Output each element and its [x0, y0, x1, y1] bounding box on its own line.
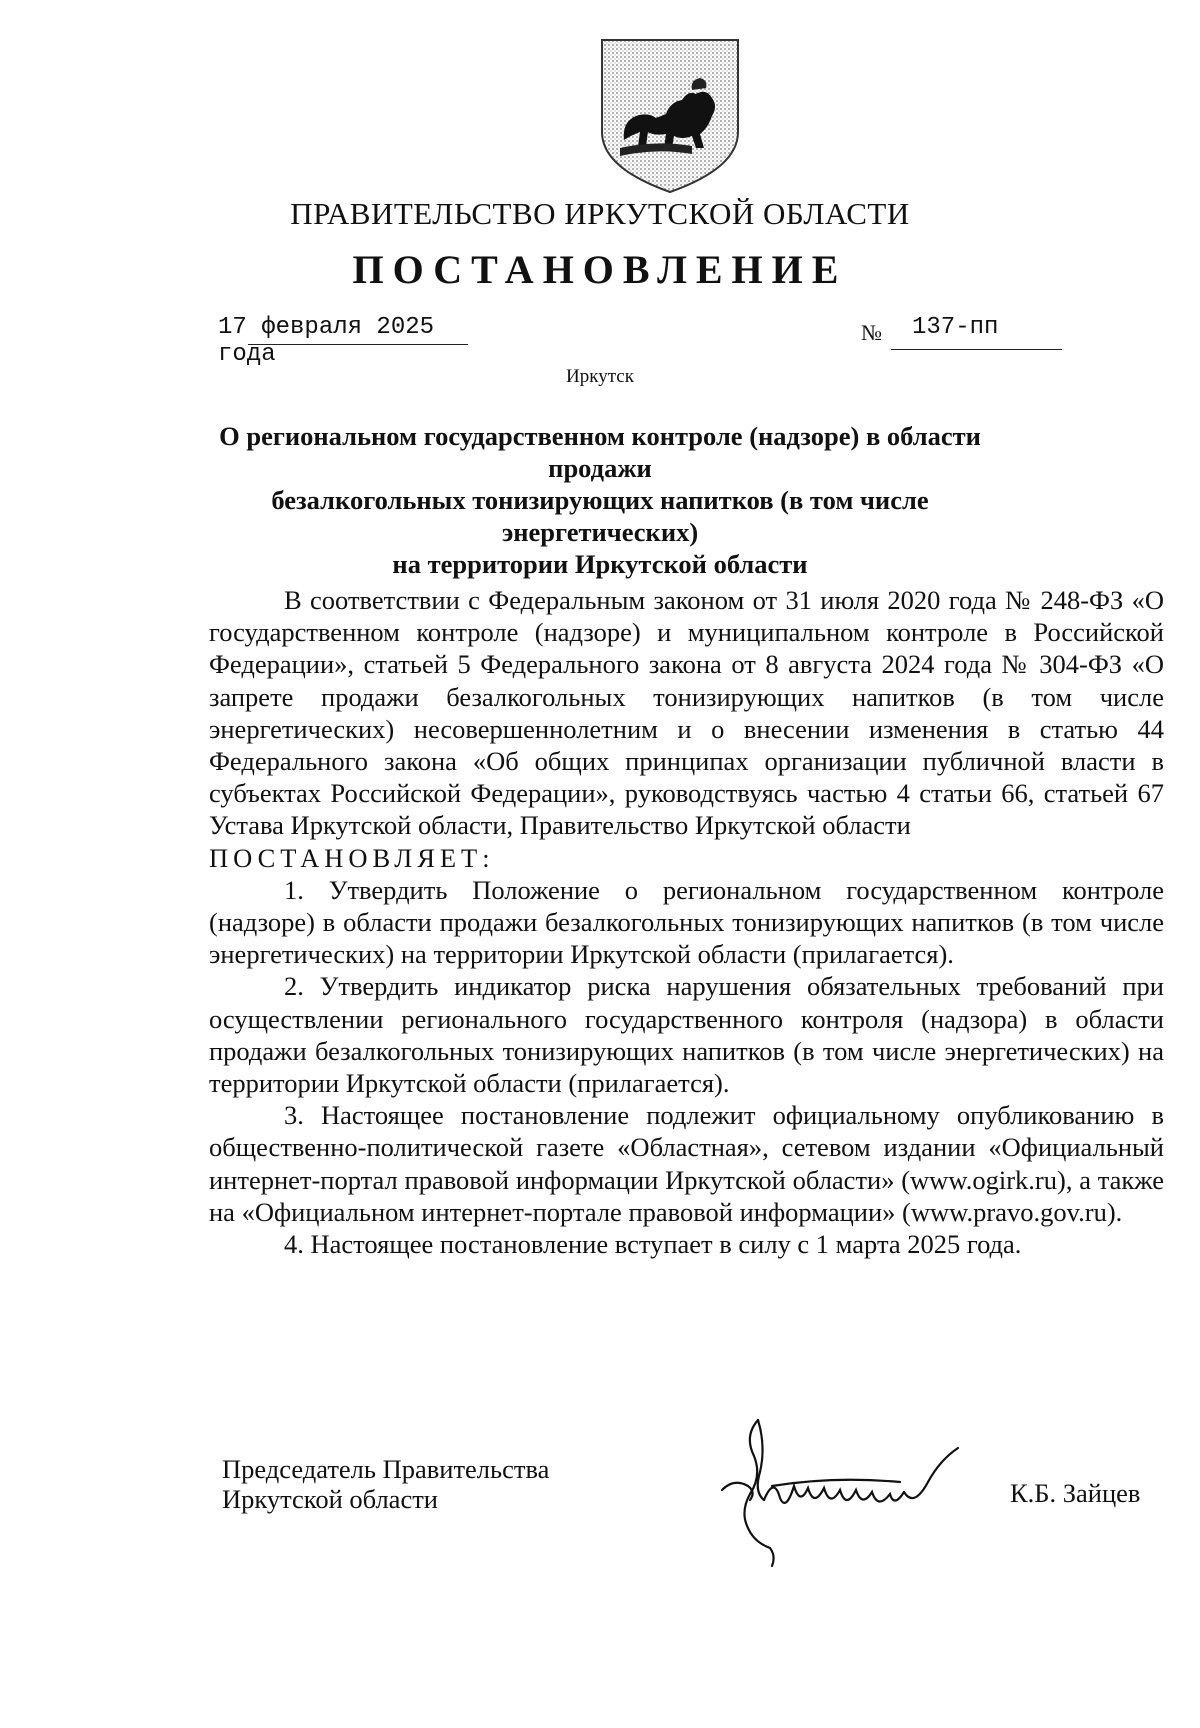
- preamble-paragraph: В соответствии с Федеральным законом от 31 июля 2020 года № 248-ФЗ «О государственном контроле (надзоре) и муниципальном контроле в Российской Федерации», статьей 5 Федерального закона от 8 августа 2024 года № 304-ФЗ «О запрете продажи безалкогольных тонизирующих напитков (в том числе энергетических) несовершеннолетним и о внесении изменения в статью 44 Федерального закона «Об общих принципах организации публичной власти в субъектах Российской Федерации», руководствуясь частью 4 статьи 66, статьей 67 Устава Иркутской области, Правительство Иркутской области: [209, 585, 1164, 841]
- document-body: [209, 584, 1164, 1260]
- item-paragraph: 1. Утвердить Положение о региональном государственном контроле (надзоре) в области продажи безалкогольных тонизирующих напитков (в том числе энергетических) на территории Иркутской области (прилагается).: [209, 874, 1164, 970]
- document-subject: [180, 420, 1020, 580]
- signer-position-line: Председатель Правительства: [222, 1454, 550, 1484]
- item-paragraph: 4. Настоящее постановление вступает в силу с 1 марта 2025 года.: [284, 1229, 1022, 1260]
- decree-word: ПОСТАНОВЛЯЕТ:: [209, 842, 495, 873]
- document-number: 137-пп: [912, 314, 999, 341]
- signer-name: К.Б. Зайцев: [1010, 1478, 1141, 1508]
- item-paragraph: 2. Утвердить индикатор риска нарушения обязательных требований при осуществлении регионального государственного контроля (надзора) в области продажи безалкогольных тонизирующих напитков (в том числе энергетических) на территории Иркутской области (прилагается).: [209, 971, 1164, 1099]
- document-date: [218, 314, 468, 368]
- date-underline: [248, 344, 468, 345]
- item-paragraph: 3. Настоящее постановление подлежит официальному опубликованию в общественно-политической газете «Областная», сетевом издании «Официальный интернет-портал правовой информации Иркутской области» (www.ogirk.ru), а также на «Официальном интернет-портале правовой информации» (www.pravo.gov.ru).: [209, 1100, 1164, 1227]
- subject-line: О региональном государственном контроле (надзоре) в области продажи: [219, 421, 981, 483]
- signer-position: [222, 1454, 672, 1514]
- subject-line: на территории Иркутской области: [392, 549, 808, 579]
- date-text: 17 февраля 2025 года: [218, 314, 435, 368]
- document-type-title: ПОСТАНОВЛЕНИЕ: [352, 247, 848, 292]
- subject-line: безалкогольных тонизирующих напитков (в том числе энергетических): [271, 485, 929, 547]
- signer-position-line: Иркутской области: [222, 1484, 438, 1514]
- coat-of-arms-icon: [596, 36, 744, 196]
- number-underline: [891, 349, 1062, 350]
- number-sign: №: [861, 320, 882, 345]
- signature-icon: [714, 1416, 984, 1572]
- city-name: Иркутск: [566, 366, 634, 387]
- government-name: ПРАВИТЕЛЬСТВО ИРКУТСКОЙ ОБЛАСТИ: [290, 196, 910, 231]
